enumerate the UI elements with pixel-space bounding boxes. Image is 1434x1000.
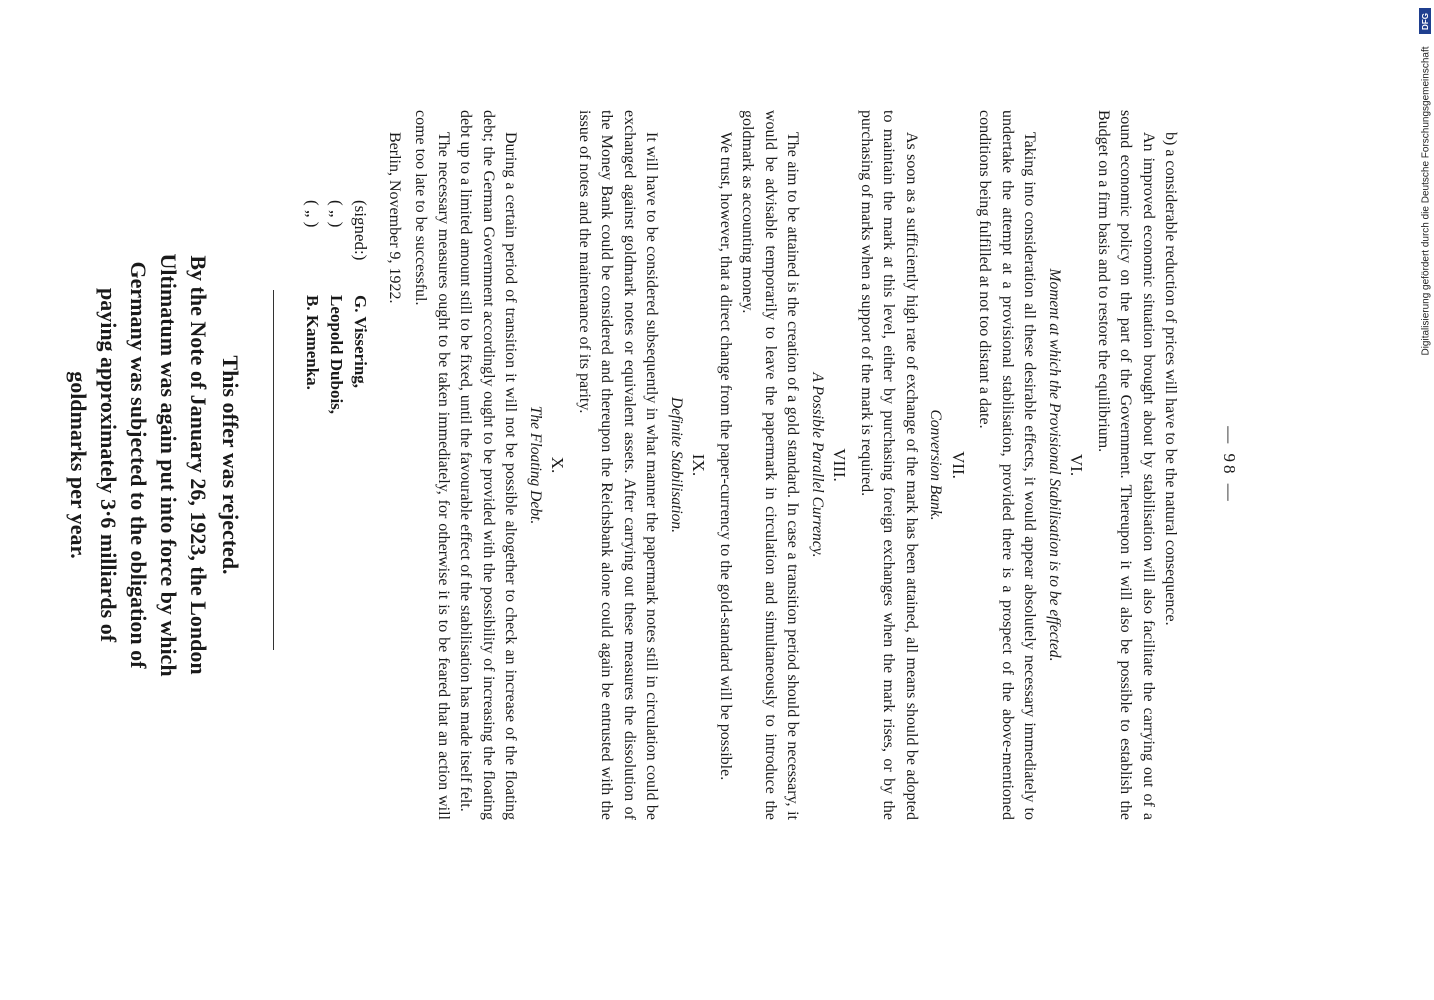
- dfg-logo-icon: [1419, 8, 1431, 34]
- divider: [274, 290, 275, 650]
- page-number: — 98 —: [1220, 426, 1239, 504]
- signature-label: ( „ ): [327, 200, 347, 228]
- intro-paragraph: An improved economic situation brought about by stabilisation will also facilitate the carrying out of a sound economic policy on the part of the Government. Thereupon it will also be possible to establish the Budget on a firm basis and to restore the equilibrium.: [1095, 110, 1157, 820]
- dfg-logo-text: DFG: [1420, 12, 1430, 30]
- section-title: A Possible Parallel Currency.: [809, 372, 826, 558]
- section-title: Definite Stabilisation.: [668, 396, 685, 534]
- section-number: IX.: [689, 453, 709, 477]
- section-paragraph: Taking into consideration all these desirable effects, it would appear absolutely necessary immediately to undertake the attempt at a provisional stabilisation, provided there is a prospect of the above-mentioned conditions being fulfilled at not too distant a date.: [976, 110, 1039, 820]
- signatory-name: Leopold Dubois,: [327, 295, 347, 415]
- section-paragraph: During a certain period of transition it will not be possible altogether to check an increase of the floating debt; the German Government accordingly ought to be provided with the possibility of increasing the floating debt up to a limited amount still to be fixed, until the favourable effect of the stabilisation has made itself felt.: [457, 110, 520, 820]
- section-viii: [714, 110, 851, 820]
- signatory-name: G. Vissering,: [351, 295, 371, 389]
- section-number: VIII.: [830, 448, 850, 482]
- signature-label: ( „ ): [303, 200, 323, 228]
- section-paragraph: We trust, however, that a direct change from the paper-currency to the gold-standard will be possible.: [717, 132, 734, 781]
- section-number: VI.: [1067, 453, 1087, 477]
- section-title: Moment at which the Provisional Stabilisation is to be effected.: [1046, 268, 1063, 662]
- section-title: The Floating Debt.: [527, 405, 544, 525]
- section-paragraph: The aim to be attained is the creation of a gold standard. In case a transition period should be necessary, it would be advisable temporarily to leave the papermark in circulation and simultaneously to introduce the goldmark as accounting money.: [739, 110, 802, 820]
- dfg-credit-text: Digitalisierung gefördert durch die Deutsche Forschungsgemeinschaft: [1420, 46, 1432, 356]
- place-date: Berlin, November 9, 1922.: [386, 132, 403, 304]
- signature-names: [301, 295, 373, 414]
- section-number: VII.: [949, 451, 968, 479]
- signature-label: (signed:): [351, 200, 371, 261]
- signature-labels: [301, 200, 373, 300]
- dfg-credit: [1419, 6, 1433, 396]
- signature-block: [293, 110, 373, 820]
- section-title: Conversion Bank.: [927, 409, 945, 521]
- intro-paragraph: b) a considerable reduction of prices will have to be the natural consequence.: [1162, 132, 1180, 626]
- closing-note: [64, 110, 246, 820]
- document-page: [0, 70, 1295, 930]
- section-vii: [855, 110, 970, 820]
- section-vi: [973, 110, 1088, 820]
- section-number: X.: [548, 456, 568, 474]
- section-ix: [573, 110, 710, 820]
- section-paragraph: It will have to be considered subsequently in what manner the papermark notes still in circulation could be exchanged against goldmark notes or equivalent assets. After carrying out these measures the dissolution of the Money Bank could be considered and thereupon the Reichsbank alone could again be entrusted with the issue of notes and the maintenance of its parity.: [576, 110, 661, 820]
- section-paragraph: The necessary measures ought to be taken immediately, for otherwise it is to be feared that an action will come too late to be successful.: [412, 110, 452, 820]
- closing-text: By the Note of January 26, 1923, the London Ultimatum was again put into force by which Germany was subjected to the obligation of paying approximately 3·6 milliards of goldmarks per year.: [66, 253, 212, 677]
- page-content: [64, 110, 1241, 820]
- section-x: [409, 110, 569, 820]
- signatory-name: B. Kamenka.: [303, 295, 323, 390]
- closing-headline: This offer was rejected.: [218, 355, 244, 575]
- section-paragraph: As soon as a sufficiently high rate of exchange of the mark has been attained, all means should be adopted to maintain the mark at this level, either by purchasing foreign exchanges when the mark rises, or by the purchasing of marks when a support of the mark is required.: [858, 110, 920, 820]
